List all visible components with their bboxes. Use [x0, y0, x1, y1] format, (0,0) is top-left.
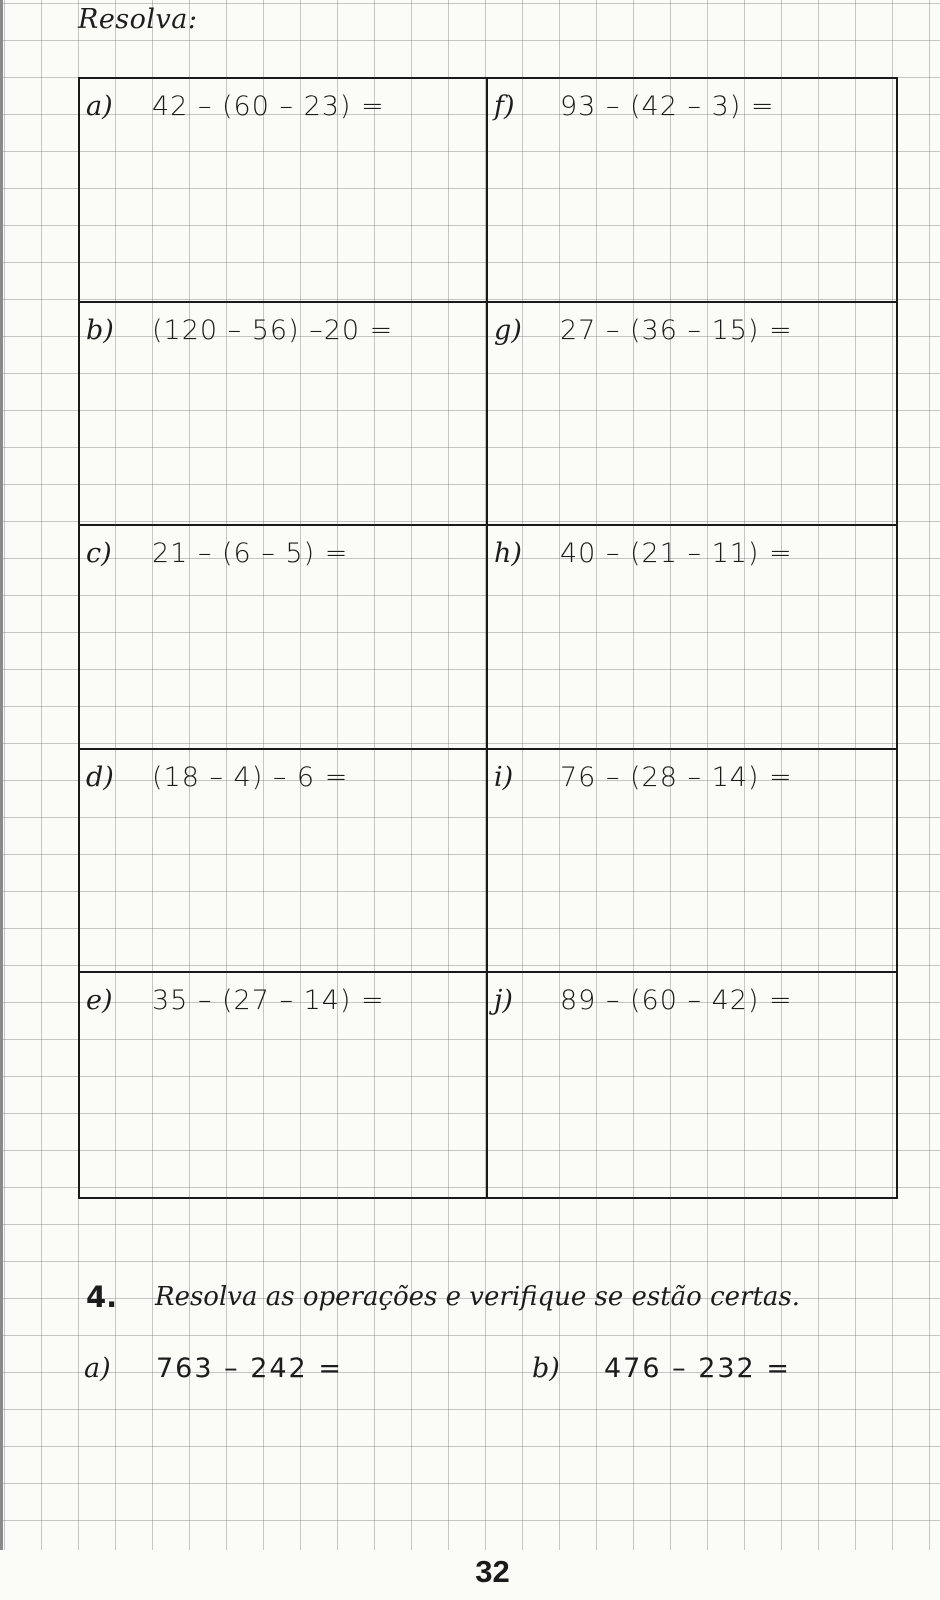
exercise-letter: e)	[86, 985, 113, 1017]
exercise-cell-j[interactable]	[488, 973, 896, 1197]
exercise-expression: 40 – (21 – 11) =	[560, 538, 793, 570]
section-instruction: Resolva as operações e verifique se estão certas.	[155, 1282, 801, 1312]
exercise-table	[78, 77, 898, 1199]
exercise-letter: f)	[494, 91, 515, 122]
operation-letter: a)	[84, 1353, 111, 1384]
exercise-cell-g[interactable]	[488, 303, 896, 527]
page-edge-line	[0, 0, 3, 1600]
operation-expression: 476 – 232 =	[604, 1353, 791, 1384]
exercise-expression: 35 – (27 – 14) =	[152, 985, 385, 1017]
section-4-heading	[78, 1280, 940, 1324]
exercise-expression: 89 – (60 – 42) =	[560, 985, 793, 1017]
exercise-cell-e[interactable]	[80, 973, 488, 1197]
exercise-expression: 42 – (60 – 23) =	[152, 91, 385, 122]
exercise-letter: j)	[494, 985, 513, 1017]
exercise-cell-f[interactable]	[488, 79, 896, 303]
exercise-cell-a[interactable]	[80, 79, 488, 303]
exercise-letter: h)	[494, 538, 522, 570]
exercise-letter: c)	[86, 538, 112, 570]
exercise-cell-d[interactable]	[80, 750, 488, 974]
exercise-expression: (120 – 56) –20 =	[152, 314, 394, 346]
operation-letter: b)	[532, 1353, 560, 1384]
exercise-expression: 21 – (6 – 5) =	[152, 538, 349, 570]
exercise-letter: i)	[494, 761, 514, 793]
operation-a[interactable]	[84, 1353, 464, 1393]
exercise-expression: 27 – (36 – 15) =	[560, 314, 793, 346]
section-number: 4.	[86, 1280, 118, 1314]
exercise-cell-c[interactable]	[80, 526, 488, 750]
exercise-letter: g)	[494, 314, 522, 346]
exercise-expression: 93 – (42 – 3) =	[560, 91, 775, 122]
page-number: 32	[475, 1554, 510, 1589]
exercise-cell-h[interactable]	[488, 526, 896, 750]
exercise-letter: b)	[86, 314, 114, 346]
exercise-cell-i[interactable]	[488, 750, 896, 974]
exercise-expression: (18 – 4) – 6 =	[152, 761, 349, 793]
exercise-expression: 76 – (28 – 14) =	[560, 761, 793, 793]
page-title: Resolva:	[78, 4, 198, 35]
exercise-letter: d)	[86, 761, 114, 793]
operation-b[interactable]	[532, 1353, 912, 1393]
operation-expression: 763 – 242 =	[156, 1353, 343, 1384]
exercise-letter: a)	[86, 91, 113, 122]
exercise-cell-b[interactable]	[80, 303, 488, 527]
